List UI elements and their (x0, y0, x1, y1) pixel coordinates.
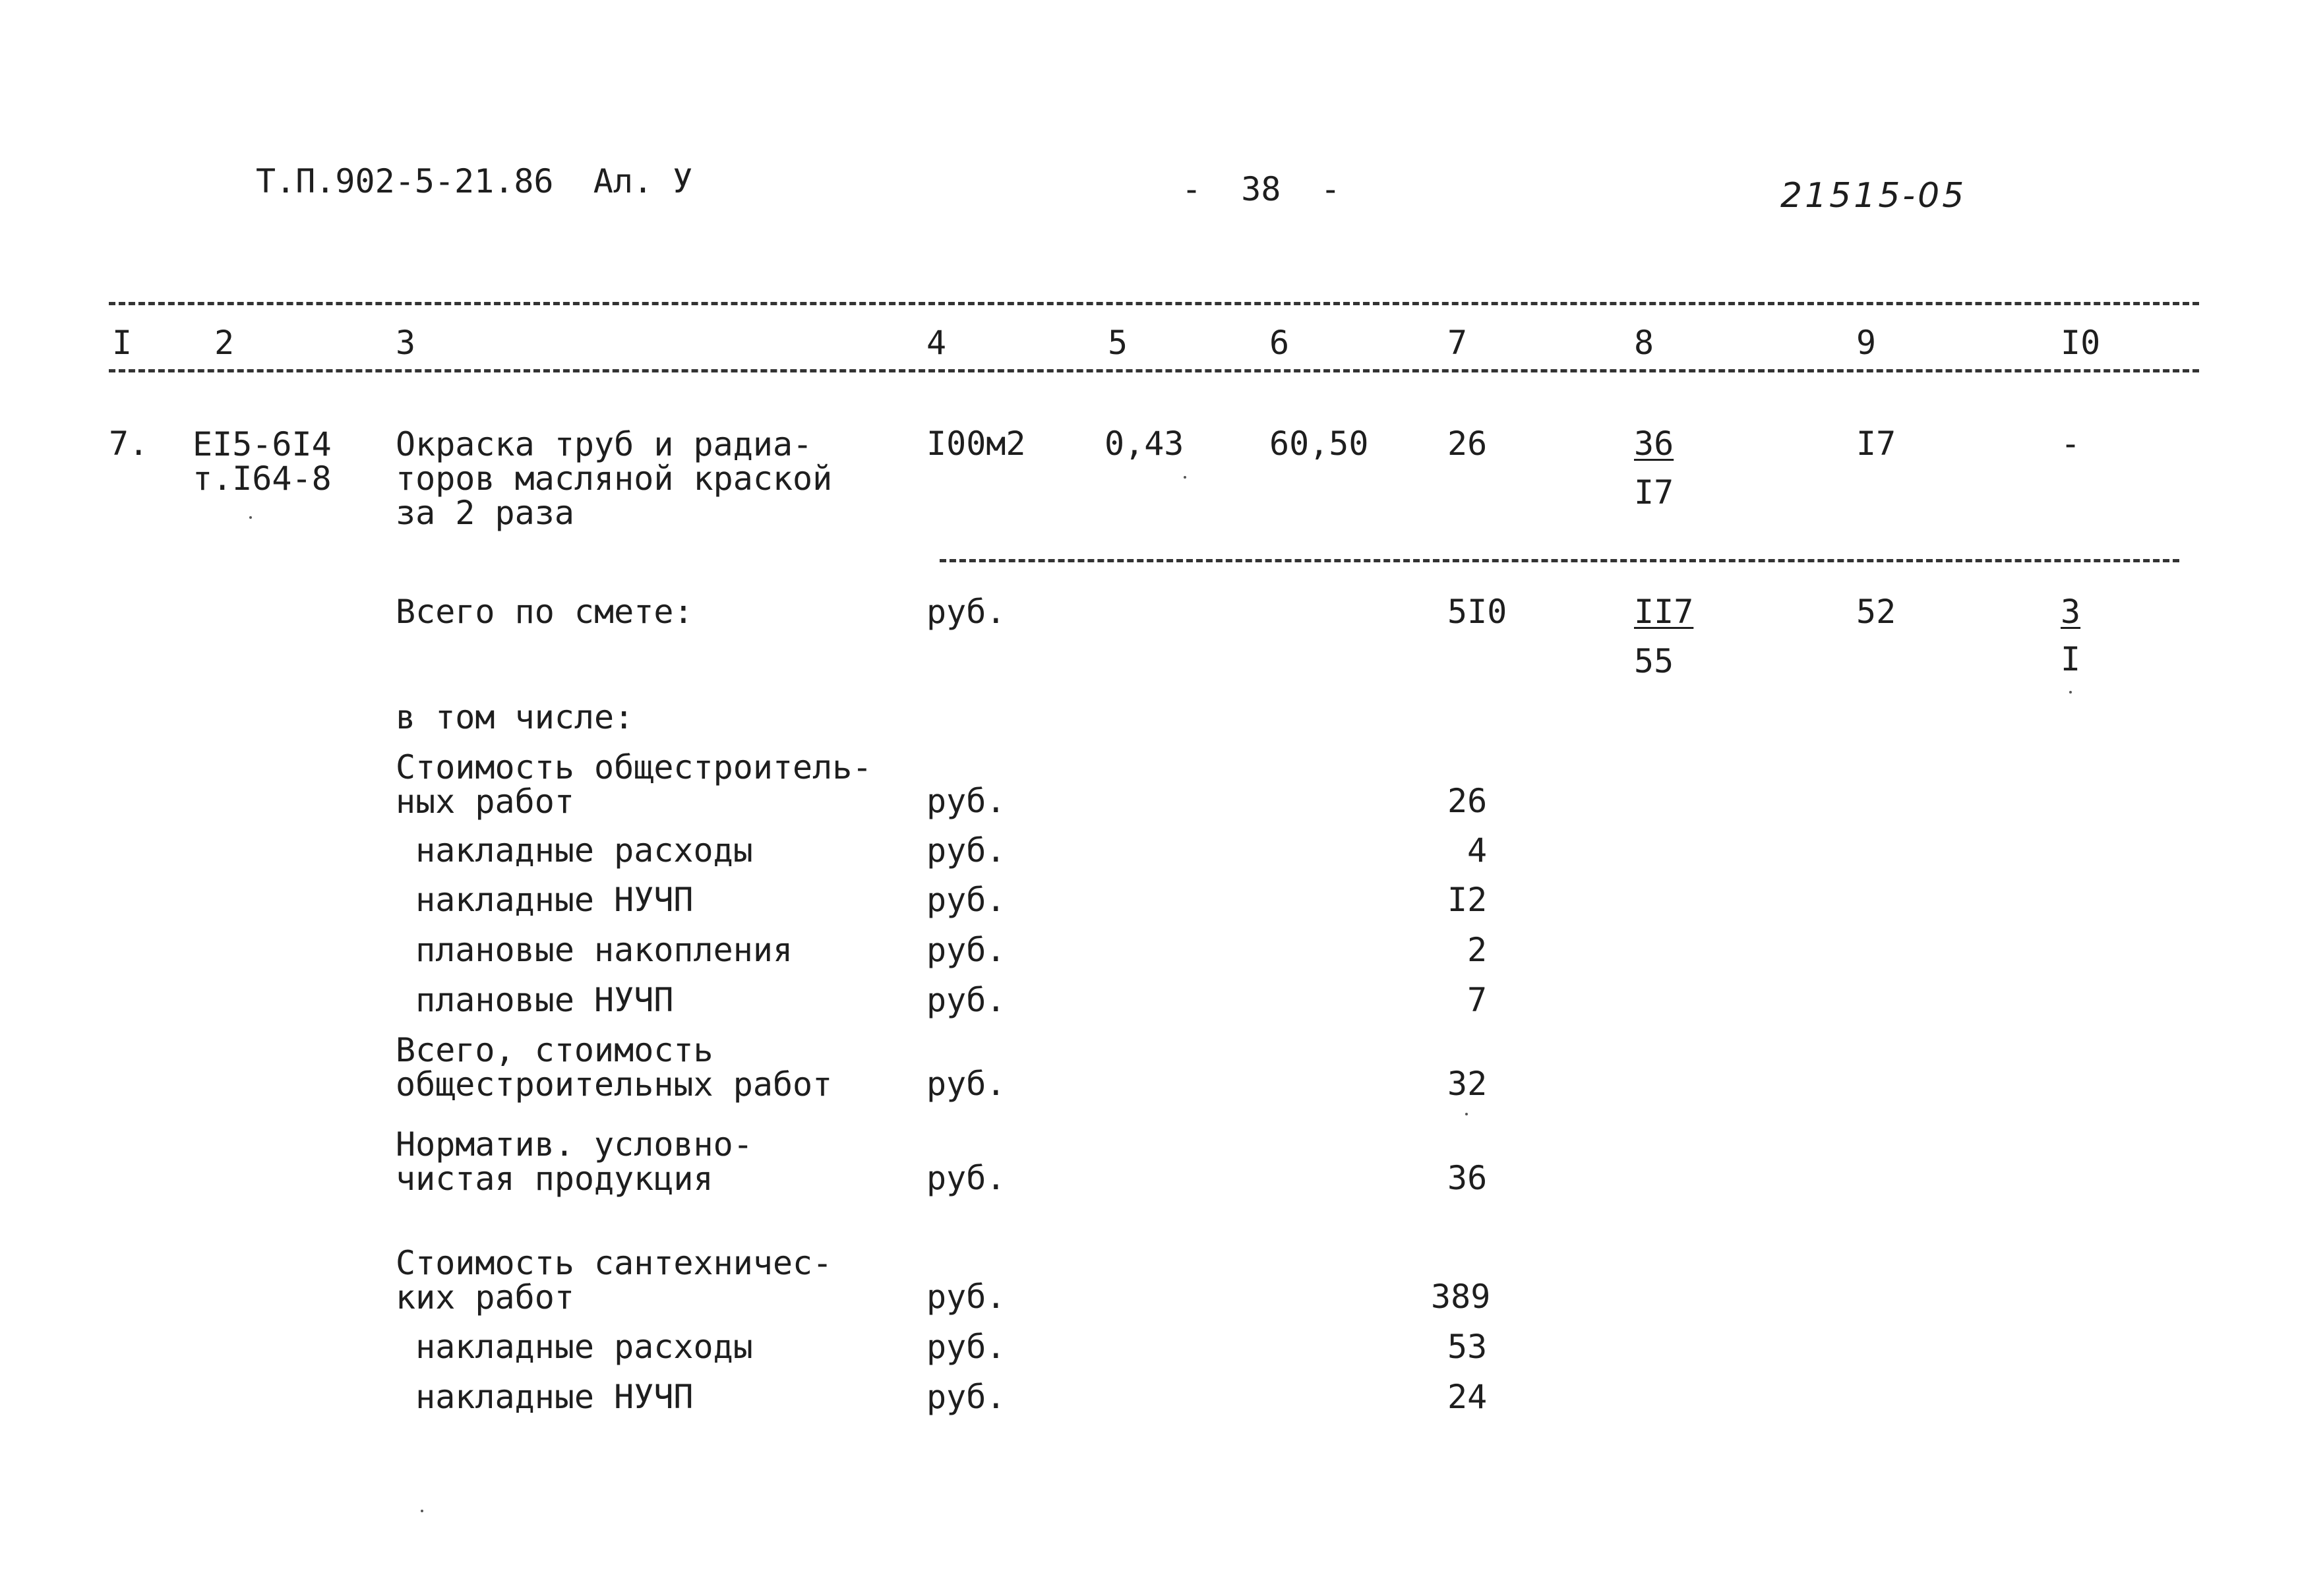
breakdown-unit: руб. (926, 981, 1006, 1019)
row-code-line2: т.I64-8 (193, 459, 332, 498)
total-col10-top: 3 (2061, 593, 2081, 631)
total-unit: руб. (926, 593, 1006, 631)
breakdown-label: ных работ (396, 783, 574, 821)
breakdown-label: Всего, стоимость (396, 1031, 713, 1069)
breakdown-label: накладные НУЧП (396, 881, 694, 919)
total-col10-bottom: I (2061, 640, 2081, 678)
including-label: в том числе: (396, 698, 634, 736)
column-header-5: 5 (1108, 324, 1128, 362)
total-col8-bottom: 55 (1634, 642, 1674, 680)
ink-speck (2069, 691, 2072, 694)
breakdown-value: 24 (1447, 1378, 1488, 1416)
row-code-line1: ЕI5-6I4 (193, 425, 332, 463)
breakdown-label: плановые накопления (396, 931, 793, 969)
row-col8-top: 36 (1634, 425, 1674, 463)
breakdown-label: Стоимость общестроитель- (396, 748, 872, 786)
row-unit-cost: 60,50 (1269, 425, 1369, 463)
total-label: Всего по смете: (396, 593, 694, 631)
document-code: Т.П.902-5-21.86 Ал. У (256, 162, 693, 200)
row-col8-bottom: I7 (1634, 473, 1674, 512)
column-header-8: 8 (1634, 324, 1654, 362)
total-col9: 52 (1856, 593, 1896, 631)
total-col8-top: II7 (1634, 593, 1694, 631)
breakdown-unit: руб. (926, 1065, 1006, 1103)
column-header-2: 2 (214, 324, 235, 362)
row-col9: I7 (1856, 425, 1896, 463)
breakdown-unit: руб. (926, 1378, 1006, 1416)
breakdown-unit: руб. (926, 1328, 1006, 1366)
page-number: - 38 - (1182, 170, 1341, 208)
row-number: 7. (109, 425, 149, 463)
ink-speck (249, 516, 252, 519)
breakdown-label: Стоимость сантехничес- (396, 1244, 833, 1282)
breakdown-label: плановые НУЧП (396, 981, 674, 1019)
breakdown-unit: руб. (926, 782, 1006, 820)
column-header-1: I (112, 324, 133, 362)
breakdown-label: ких работ (396, 1278, 574, 1316)
row-quantity: 0,43 (1104, 425, 1184, 463)
breakdown-label: накладные расходы (396, 831, 753, 870)
archive-number: 21515-05 (1780, 176, 1967, 216)
breakdown-value: 2 (1467, 931, 1488, 969)
breakdown-unit: руб. (926, 931, 1006, 969)
totals-rule (940, 559, 2179, 562)
ink-speck (1465, 1113, 1468, 1115)
row-description-line2: торов масляной краской (396, 459, 833, 498)
breakdown-value: I2 (1447, 881, 1488, 919)
breakdown-unit: руб. (926, 1278, 1006, 1316)
breakdown-value: 32 (1447, 1065, 1488, 1103)
breakdown-value: 26 (1447, 782, 1488, 820)
column-header-4: 4 (926, 324, 947, 362)
breakdown-label: Норматив. условно- (396, 1125, 753, 1164)
breakdown-value: 36 (1447, 1159, 1488, 1197)
row-total: 26 (1447, 425, 1488, 463)
column-header-6: 6 (1269, 324, 1290, 362)
breakdown-value: 7 (1467, 981, 1488, 1019)
breakdown-label: накладные НУЧП (396, 1378, 694, 1416)
total-col7: 5I0 (1447, 593, 1507, 631)
row-col10: - (2061, 425, 2081, 463)
column-header-3: 3 (396, 324, 416, 362)
breakdown-value: 53 (1447, 1328, 1488, 1366)
breakdown-value: 389 (1431, 1278, 1491, 1316)
column-header-10: I0 (2061, 324, 2101, 362)
column-header-7: 7 (1447, 324, 1468, 362)
header-rule-bottom (109, 369, 2199, 372)
breakdown-unit: руб. (926, 831, 1006, 870)
ink-speck (1184, 476, 1186, 479)
header-rule-top (109, 302, 2199, 305)
breakdown-unit: руб. (926, 1159, 1006, 1197)
row-description-line3: за 2 раза (396, 494, 574, 532)
breakdown-label: накладные расходы (396, 1328, 753, 1366)
column-header-9: 9 (1856, 324, 1877, 362)
ink-speck (421, 1510, 423, 1512)
row-description-line1: Окраска труб и радиа- (396, 425, 813, 463)
breakdown-label: общестроительных работ (396, 1065, 833, 1104)
row-unit: I00м2 (926, 425, 1026, 463)
breakdown-unit: руб. (926, 881, 1006, 919)
breakdown-value: 4 (1467, 831, 1488, 870)
breakdown-label: чистая продукция (396, 1160, 713, 1198)
